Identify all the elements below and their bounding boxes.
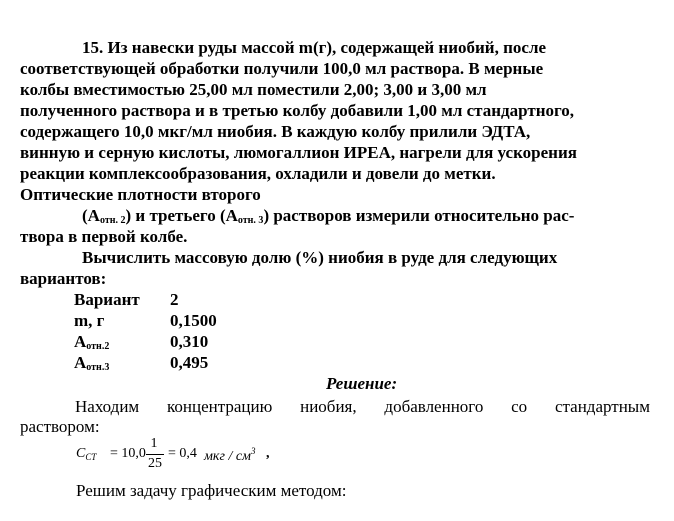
solution-word: стандартным	[554, 397, 650, 416]
solution-word: Находим	[75, 397, 140, 416]
a-subscript: отн.2	[86, 341, 110, 352]
formula-c-subscript: CT	[85, 452, 97, 462]
solution-line-1	[20, 396, 650, 417]
problem-line-8: Оптические плотности второго	[20, 185, 261, 204]
variant-row-value: 0,1500	[170, 311, 217, 330]
line9-part-1: (A	[82, 206, 100, 225]
solution-last-line: Решим задачу графическим методом:	[76, 481, 347, 500]
problem-line-2: соответствующей обработки получили 100,0 мл раствора. В мерные	[20, 59, 544, 78]
formula-unit-text: мкг / см	[204, 449, 251, 464]
solution-line-2: раствором:	[20, 417, 100, 436]
fraction-bar	[146, 454, 164, 455]
formula-lhs	[76, 446, 96, 462]
line9-part-2: ) и третьего (A	[125, 206, 238, 225]
variant-header-value: 2	[170, 290, 179, 309]
task-line-2: вариантов:	[20, 269, 107, 288]
problem-line-7: реакции комплексообразования, охладили и довели до метки.	[20, 164, 496, 183]
variant-row-label: m, г	[74, 311, 105, 330]
problem-line-5: содержащего 10,0 мкг/мл ниобия. В каждую колбу прилили ЭДТА,	[20, 122, 531, 141]
fraction-numerator: 1	[150, 436, 158, 451]
a-symbol: A	[74, 332, 87, 351]
fraction-denominator: 25	[148, 456, 162, 471]
solution-word: ниобия,	[300, 397, 357, 416]
formula-unit	[204, 446, 255, 465]
formula-c: C	[76, 446, 86, 461]
problem-line-1: 15. Из навески руды массой m(г), содержащей ниобий, после	[82, 38, 547, 57]
solution-word: концентрацию	[167, 397, 273, 416]
solution-heading: Решение:	[326, 374, 398, 393]
a-rel-3-subscript: отн. 3	[237, 215, 264, 226]
formula-eq1: = 10,0	[110, 446, 146, 461]
problem-line-3: колбы вместимостью 25,00 мл поместили 2,00; 3,00 и 3,00 мл	[20, 80, 487, 99]
variant-row-value: 0,495	[170, 353, 209, 372]
problem-line-6: винную и серную кислоты, люмогаллион ИРЕА, нагрели для ускорения	[20, 143, 577, 162]
variant-row-value: 0,310	[170, 332, 209, 351]
a-symbol: A	[74, 353, 87, 372]
line9-part-3: ) растворов измерили относительно рас-	[263, 206, 575, 225]
problem-line-4: полученного раствора и в третью колбу добавили 1,00 мл стандартного,	[20, 101, 575, 120]
problem-line-10: твора в первой колбе.	[20, 227, 188, 246]
solution-word: со	[511, 397, 528, 416]
variant-header-label: Вариант	[74, 290, 140, 309]
solution-word: добавленного	[384, 397, 484, 416]
formula-comma: ,	[266, 446, 270, 461]
task-line-1: Вычислить массовую долю (%) ниобия в руде для следующих	[82, 248, 558, 267]
formula-unit-superscript: 3	[250, 446, 256, 456]
a-subscript: отн.3	[86, 362, 110, 373]
a-rel-2-subscript: отн. 2	[99, 215, 126, 226]
formula-eq2: = 0,4	[168, 446, 197, 461]
variant-row-label	[74, 352, 109, 378]
